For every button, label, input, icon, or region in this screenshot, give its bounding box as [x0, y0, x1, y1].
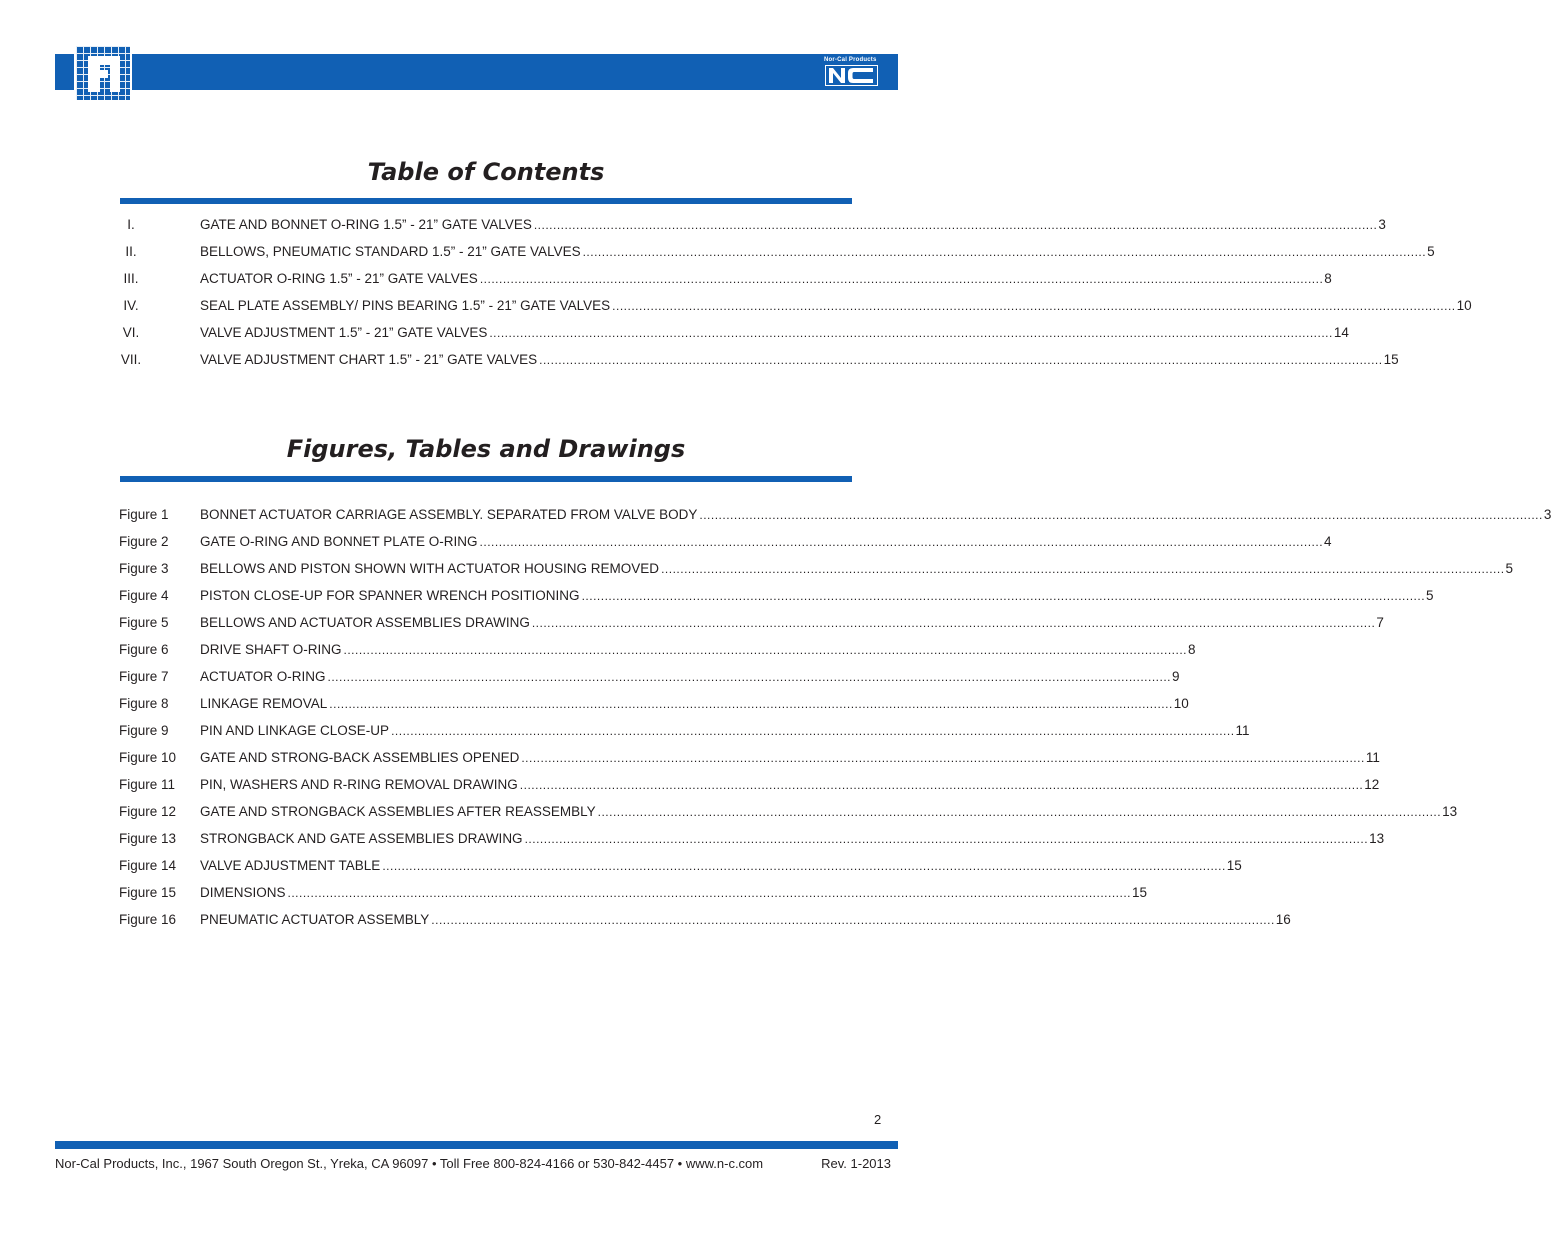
- entry-number: Figure 1: [119, 507, 169, 522]
- figure-entry: [119, 749, 1380, 767]
- figure-entry: [119, 587, 1434, 605]
- entry-page-number: 4: [1324, 534, 1332, 549]
- toc-entry: [119, 351, 1399, 369]
- entry-title: BELLOWS AND PISTON SHOWN WITH ACTUATOR HOUSING REMOVED: [200, 561, 660, 576]
- brand-name-small: Nor-Cal Products: [824, 57, 877, 63]
- entry-title: VALVE ADJUSTMENT 1.5” - 21” GATE VALVES: [200, 325, 488, 340]
- entry-number: II.: [125, 244, 137, 259]
- entry-body: [200, 776, 1380, 794]
- dot-leader: ............................................................................................................................................................................................................................: [519, 778, 1364, 792]
- toc-title: Table of Contents: [367, 158, 605, 186]
- dot-leader: ............................................................................................................................................................................................................................: [533, 218, 1378, 232]
- figure-entry: [119, 722, 1250, 740]
- entry-title: GATE AND BONNET O-RING 1.5” - 21” GATE VALVES: [200, 217, 532, 232]
- figure-entry: [119, 641, 1196, 659]
- entry-title: PIN AND LINKAGE CLOSE-UP: [200, 723, 390, 738]
- toc-entry: [119, 270, 1332, 288]
- dot-leader: ............................................................................................................................................................................................................................: [431, 913, 1275, 927]
- entry-page-number: 5: [1426, 588, 1434, 603]
- entry-title: PIN, WASHERS AND R-RING REMOVAL DRAWING: [200, 777, 518, 792]
- entry-page-number: 13: [1369, 831, 1385, 846]
- dot-leader: ............................................................................................................................................................................................................................: [539, 353, 1383, 367]
- entry-title: GATE AND STRONGBACK ASSEMBLIES AFTER REASSEMBLY: [200, 804, 596, 819]
- entry-number: III.: [123, 271, 139, 286]
- entry-title: VALVE ADJUSTMENT TABLE: [200, 858, 381, 873]
- entry-number: IV.: [123, 298, 139, 313]
- entry-number: Figure 3: [119, 561, 169, 576]
- company-logo-left: [74, 44, 132, 102]
- dot-leader: ............................................................................................................................................................................................................................: [327, 670, 1171, 684]
- toc-entry: [119, 243, 1435, 261]
- entry-number: Figure 7: [119, 669, 169, 684]
- page-number: 2: [874, 1112, 882, 1127]
- footer-revision: Rev. 1-2013: [821, 1156, 891, 1171]
- entry-title: BELLOWS AND ACTUATOR ASSEMBLIES DRAWING: [200, 615, 530, 630]
- norcal-logo: [824, 56, 880, 88]
- dot-leader: ............................................................................................................................................................................................................................: [582, 245, 1427, 259]
- entry-title: ACTUATOR O-RING: [200, 669, 326, 684]
- figure-entry: [119, 884, 1148, 902]
- entry-number: Figure 14: [119, 858, 177, 873]
- dot-leader: ............................................................................................................................................................................................................................: [382, 859, 1226, 873]
- entry-body: [200, 614, 1384, 632]
- entry-number: Figure 12: [119, 804, 177, 819]
- entry-body: [200, 351, 1399, 369]
- entry-page-number: 10: [1456, 298, 1472, 313]
- entry-body: [200, 641, 1196, 659]
- entry-number: Figure 10: [119, 750, 177, 765]
- entry-page-number: 8: [1188, 642, 1196, 657]
- entry-page-number: 15: [1226, 858, 1242, 873]
- entry-number: I.: [127, 217, 135, 232]
- entry-body: [200, 216, 1386, 234]
- entry-title: SEAL PLATE ASSEMBLY/ PINS BEARING 1.5” - 21” GATE VALVES: [200, 298, 611, 313]
- dot-leader: ............................................................................................................................................................................................................................: [597, 805, 1442, 819]
- entry-page-number: 15: [1383, 352, 1399, 367]
- entry-number: Figure 13: [119, 831, 177, 846]
- entry-body: [200, 243, 1435, 261]
- dot-leader: ............................................................................................................................................................................................................................: [489, 326, 1333, 340]
- entry-page-number: 14: [1333, 325, 1349, 340]
- entry-body: [200, 911, 1291, 929]
- entry-page-number: 16: [1275, 912, 1291, 927]
- figure-entry: [119, 506, 1551, 524]
- entry-page-number: 5: [1505, 561, 1514, 576]
- entry-page-number: 10: [1173, 696, 1189, 711]
- dot-leader: ............................................................................................................................................................................................................................: [524, 832, 1369, 846]
- dot-leader: ............................................................................................................................................................................................................................: [329, 697, 1173, 711]
- entry-body: [200, 270, 1332, 288]
- entry-body: [200, 884, 1148, 902]
- figures-title: Figures, Tables and Drawings: [286, 435, 686, 463]
- entry-body: [200, 324, 1349, 342]
- dot-leader: ............................................................................................................................................................................................................................: [661, 562, 1505, 576]
- entry-body: [200, 830, 1385, 848]
- toc-entry: [119, 297, 1472, 315]
- figure-entry: [119, 776, 1380, 794]
- entry-body: [200, 695, 1189, 713]
- nc-logo-icon: [825, 65, 878, 86]
- entry-page-number: 7: [1376, 615, 1384, 630]
- entry-title: VALVE ADJUSTMENT CHART 1.5” - 21” GATE VALVES: [200, 352, 538, 367]
- entry-number: VII.: [120, 352, 142, 367]
- entry-title: PNEUMATIC ACTUATOR ASSEMBLY: [200, 912, 430, 927]
- entry-body: [200, 722, 1250, 740]
- entry-title: BONNET ACTUATOR CARRIAGE ASSEMBLY. SEPARATED FROM VALVE BODY: [200, 507, 698, 522]
- footer-contact: Nor-Cal Products, Inc., 1967 South Oregon St., Yreka, CA 96097 • Toll Free 800-824-4166 or 530-842-4457 • www.n-c.com: [55, 1156, 764, 1171]
- entry-number: Figure 15: [119, 885, 177, 900]
- entry-body: [200, 560, 1514, 578]
- entry-page-number: 5: [1427, 244, 1435, 259]
- figure-entry: [119, 803, 1458, 821]
- entry-page-number: 3: [1378, 217, 1386, 232]
- dot-leader: ............................................................................................................................................................................................................................: [531, 616, 1376, 630]
- toc-divider: [120, 198, 852, 204]
- entry-page-number: 13: [1442, 804, 1458, 819]
- entry-title: ACTUATOR O-RING 1.5” - 21” GATE VALVES: [200, 271, 478, 286]
- entry-page-number: 11: [1235, 723, 1250, 738]
- dot-leader: ............................................................................................................................................................................................................................: [391, 724, 1235, 738]
- entry-title: LINKAGE REMOVAL: [200, 696, 328, 711]
- entry-page-number: 3: [1543, 507, 1551, 522]
- entry-number: Figure 16: [119, 912, 177, 927]
- entry-title: DRIVE SHAFT O-RING: [200, 642, 342, 657]
- entry-number: Figure 11: [119, 777, 176, 792]
- toc-entry: [119, 216, 1386, 234]
- entry-page-number: 8: [1324, 271, 1332, 286]
- figure-entry: [119, 668, 1180, 686]
- entry-title: BELLOWS, PNEUMATIC STANDARD 1.5” - 21” GATE VALVES: [200, 244, 581, 259]
- figures-divider: [120, 476, 852, 482]
- entry-title: STRONGBACK AND GATE ASSEMBLIES DRAWING: [200, 831, 523, 846]
- entry-number: Figure 2: [119, 534, 169, 549]
- figure-entry: [119, 857, 1242, 875]
- entry-title: GATE O-RING AND BONNET PLATE O-RING: [200, 534, 478, 549]
- dot-leader: ............................................................................................................................................................................................................................: [612, 299, 1456, 313]
- toc-entry: [119, 324, 1349, 342]
- entry-body: [200, 749, 1380, 767]
- entry-title: DIMENSIONS: [200, 885, 286, 900]
- entry-number: Figure 5: [119, 615, 169, 630]
- entry-page-number: 9: [1172, 669, 1180, 684]
- figure-entry: [119, 614, 1384, 632]
- entry-body: [200, 587, 1434, 605]
- entry-page-number: 15: [1132, 885, 1148, 900]
- figure-entry: [119, 695, 1189, 713]
- entry-number: Figure 9: [119, 723, 169, 738]
- logo-f-mark-icon: [84, 52, 124, 96]
- header-bar: [55, 54, 898, 90]
- figure-entry: [119, 560, 1514, 578]
- entry-body: [200, 857, 1242, 875]
- entry-body: [200, 506, 1551, 524]
- dot-leader: ............................................................................................................................................................................................................................: [479, 272, 1324, 286]
- dot-leader: ............................................................................................................................................................................................................................: [287, 886, 1131, 900]
- entry-title: GATE AND STRONG-BACK ASSEMBLIES OPENED: [200, 750, 520, 765]
- entry-title: PISTON CLOSE-UP FOR SPANNER WRENCH POSITIONING: [200, 588, 580, 603]
- entry-number: Figure 4: [119, 588, 169, 603]
- entry-number: Figure 8: [119, 696, 169, 711]
- entry-body: [200, 297, 1472, 315]
- dot-leader: ............................................................................................................................................................................................................................: [699, 508, 1543, 522]
- entry-body: [200, 803, 1458, 821]
- dot-leader: ............................................................................................................................................................................................................................: [479, 535, 1324, 549]
- entry-page-number: 11: [1365, 750, 1380, 765]
- entry-number: VI.: [122, 325, 140, 340]
- figure-entry: [119, 830, 1385, 848]
- entry-body: [200, 533, 1332, 551]
- figure-entry: [119, 911, 1291, 929]
- dot-leader: ............................................................................................................................................................................................................................: [521, 751, 1365, 765]
- figure-entry: [119, 533, 1332, 551]
- entry-number: Figure 6: [119, 642, 169, 657]
- dot-leader: ............................................................................................................................................................................................................................: [581, 589, 1426, 603]
- entry-body: [200, 668, 1180, 686]
- entry-page-number: 12: [1364, 777, 1380, 792]
- footer-bar: [55, 1141, 898, 1149]
- dot-leader: ............................................................................................................................................................................................................................: [343, 643, 1187, 657]
